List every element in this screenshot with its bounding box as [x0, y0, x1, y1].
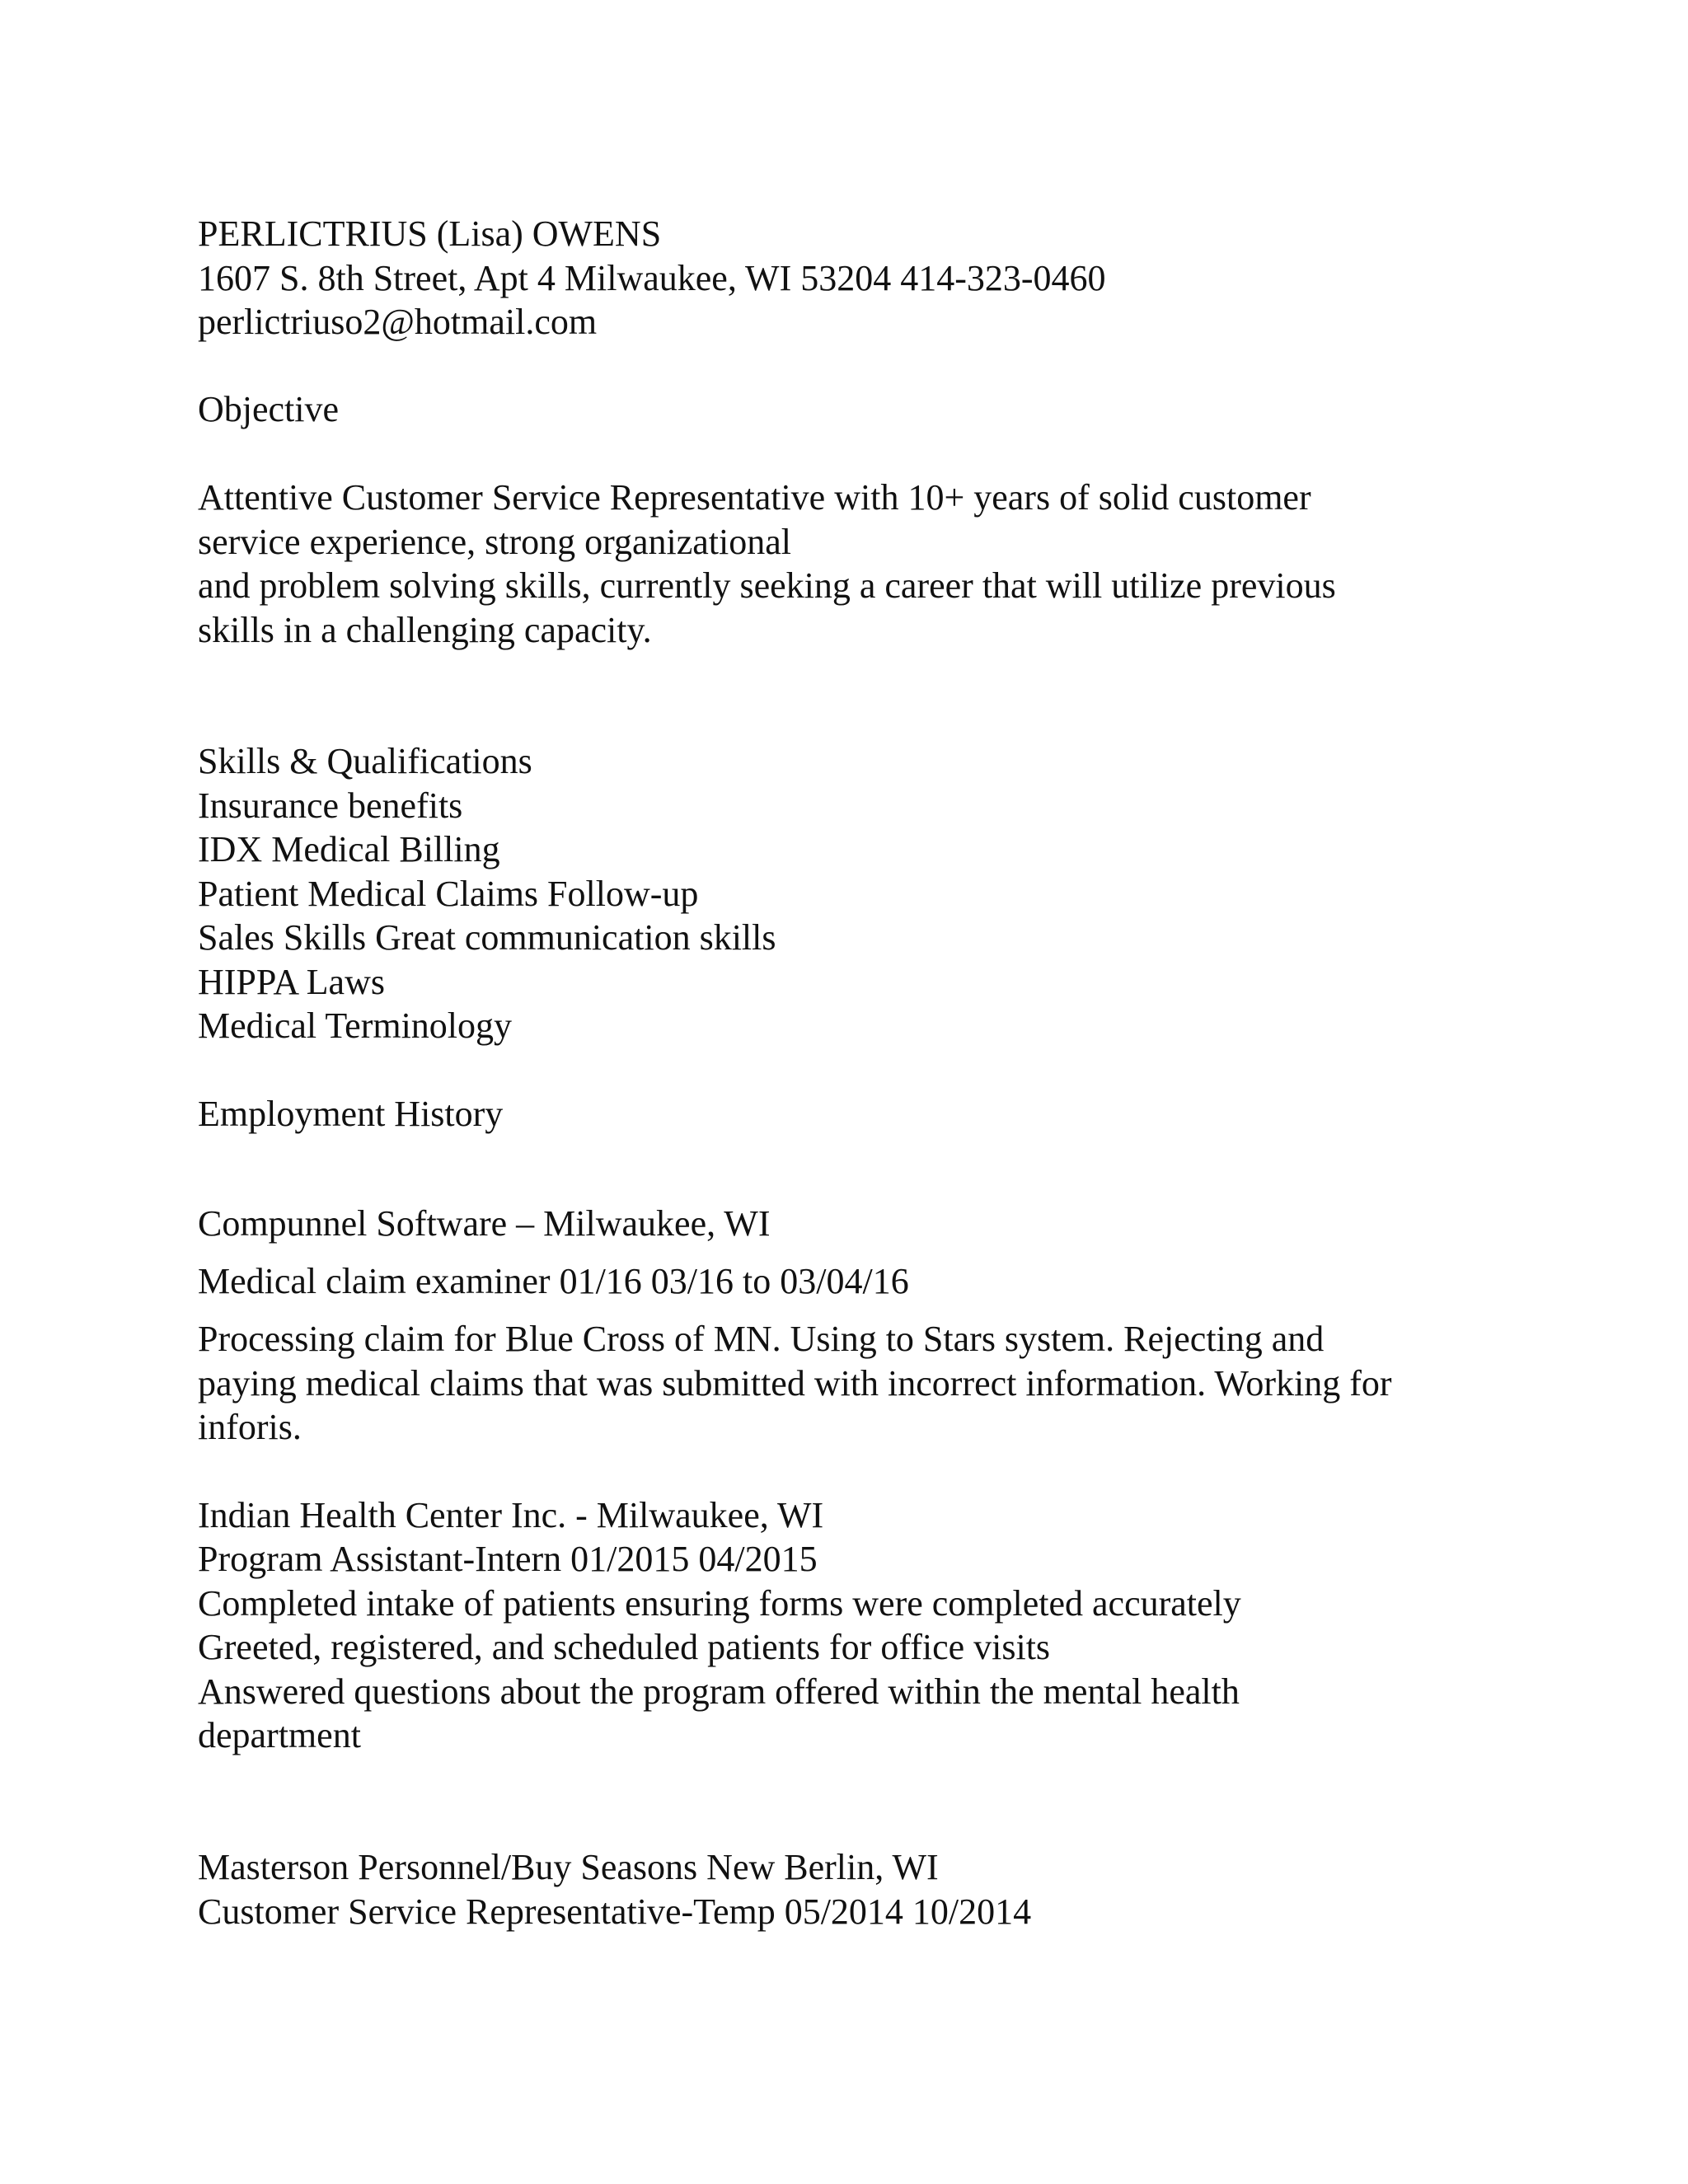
- objective-line: skills in a challenging capacity.: [198, 610, 652, 650]
- skill-item: Insurance benefits: [198, 785, 463, 826]
- objective-line: and problem solving skills, currently seeking a career that will utilize previous: [198, 565, 1336, 606]
- job-description-line: paying medical claims that was submitted with incorrect information. Working for: [198, 1363, 1392, 1404]
- applicant-name: PERLICTRIUS (Lisa) OWENS: [198, 213, 662, 254]
- skill-item: Sales Skills Great communication skills: [198, 917, 776, 958]
- job-description-line: Completed intake of patients ensuring forms were completed accurately: [198, 1583, 1241, 1624]
- job-description-line: Processing claim for Blue Cross of MN. Using to Stars system. Rejecting and: [198, 1319, 1325, 1359]
- job-title: Program Assistant-Intern 01/2015 04/2015: [198, 1539, 818, 1579]
- job-company: Indian Health Center Inc. - Milwaukee, WI: [198, 1495, 824, 1535]
- skill-item: IDX Medical Billing: [198, 829, 500, 869]
- job-title: Customer Service Representative-Temp 05/2014 10/2014: [198, 1891, 1032, 1932]
- skill-item: HIPPA Laws: [198, 962, 385, 1002]
- applicant-address-phone: 1607 S. 8th Street, Apt 4 Milwaukee, WI 53204 414-323-0460: [198, 258, 1106, 298]
- objective-line: Attentive Customer Service Representative with 10+ years of solid customer: [198, 477, 1311, 518]
- objective-line: service experience, strong organizational: [198, 522, 791, 562]
- job-description-line: Answered questions about the program offered within the mental health: [198, 1671, 1240, 1712]
- job-company: Compunnel Software – Milwaukee, WI: [198, 1203, 771, 1244]
- job-company: Masterson Personnel/Buy Seasons New Berlin, WI: [198, 1847, 939, 1887]
- job-description-line: inforis.: [198, 1407, 302, 1447]
- job-description-line: department: [198, 1715, 361, 1755]
- skill-item: Medical Terminology: [198, 1005, 513, 1046]
- objective-heading: Objective: [198, 389, 340, 429]
- employment-heading: Employment History: [198, 1094, 504, 1134]
- skills-heading: Skills & Qualifications: [198, 741, 532, 781]
- applicant-email: perlictriuso2@hotmail.com: [198, 302, 598, 342]
- job-title: Medical claim examiner 01/16 03/16 to 03/04/16: [198, 1261, 909, 1301]
- skill-item: Patient Medical Claims Follow-up: [198, 874, 699, 914]
- job-description-line: Greeted, registered, and scheduled patients for office visits: [198, 1627, 1051, 1667]
